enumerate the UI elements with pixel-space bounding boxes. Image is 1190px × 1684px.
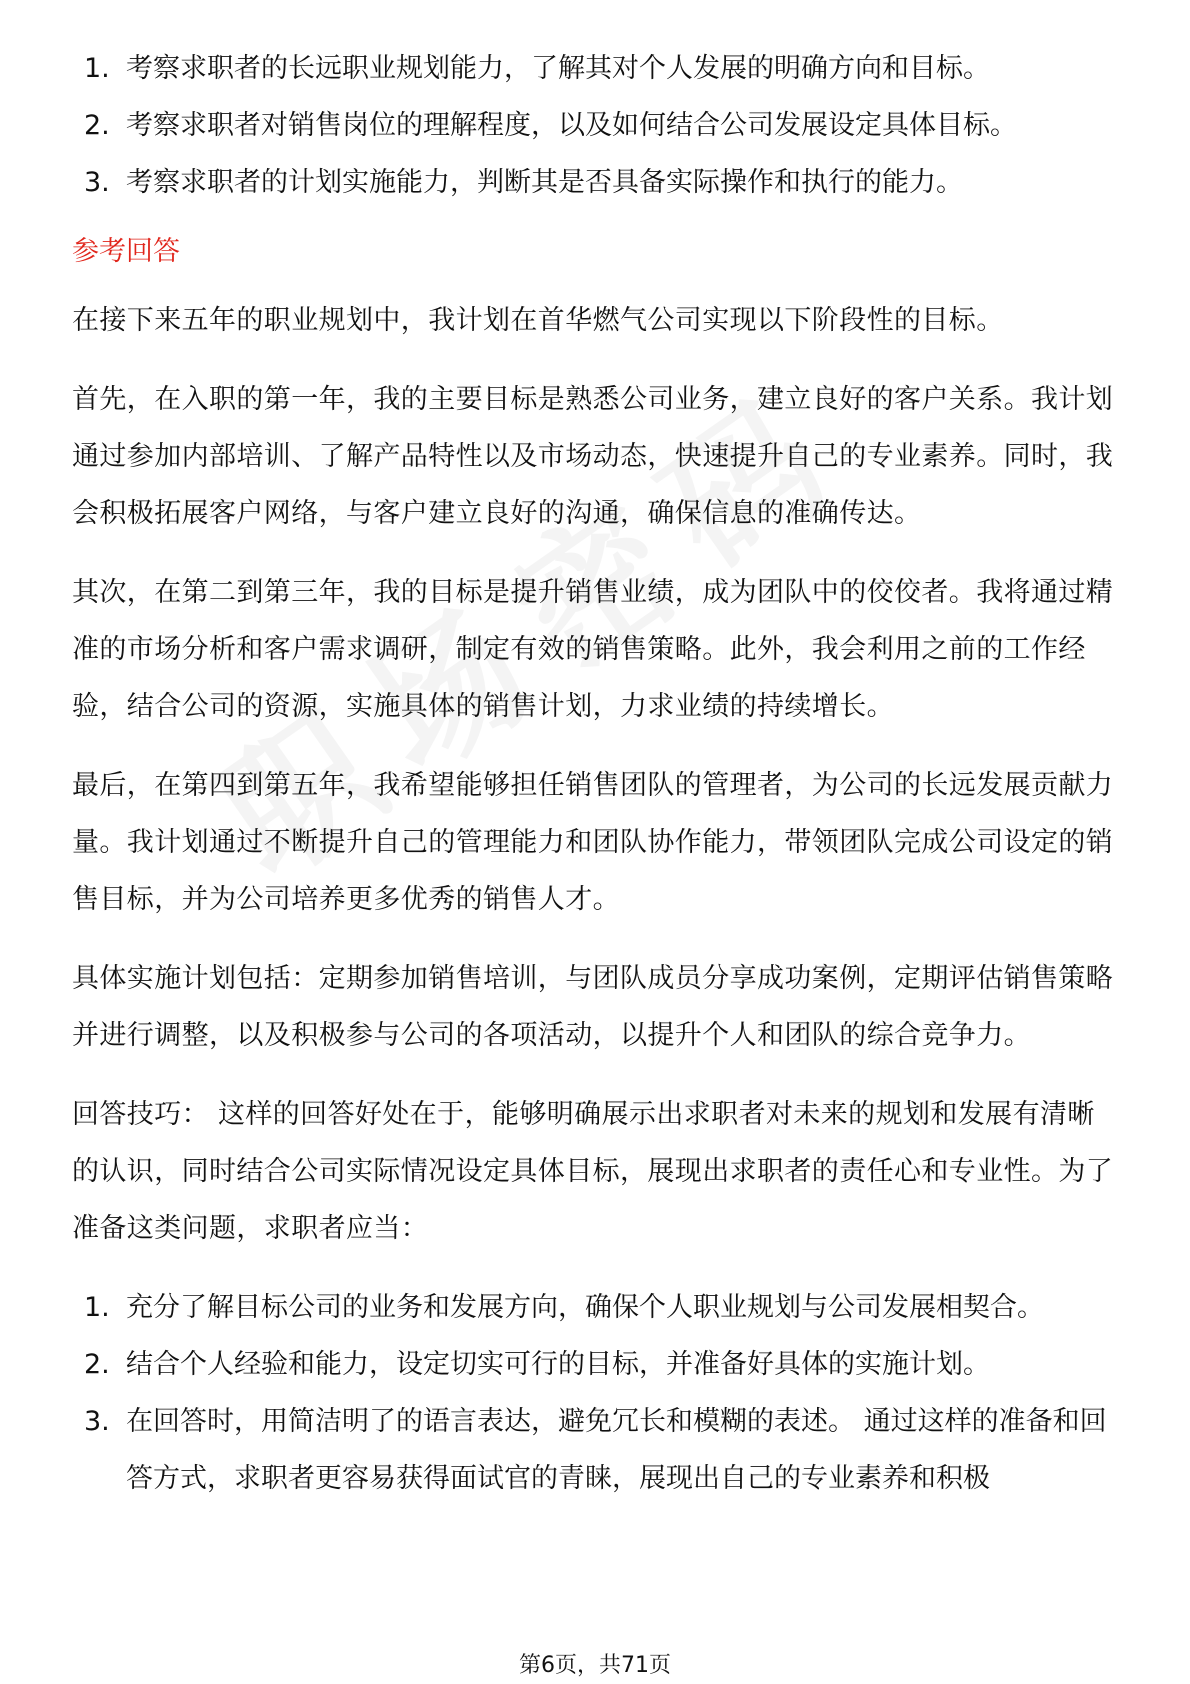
list-item-text: 充分了解目标公司的业务和发展方向，确保个人职业规划与公司发展相契合。 bbox=[126, 1292, 1044, 1323]
page-content bbox=[72, 40, 1122, 1507]
list-item bbox=[72, 1393, 1122, 1507]
list-item bbox=[72, 154, 1122, 211]
list-number: 1. bbox=[84, 53, 110, 84]
answer-tips-paragraph: 回答技巧： 这样的回答好处在于，能够明确展示出求职者对未来的规划和发展有清晰的认识，同时结合公司实际情况设定具体目标，展现出求职者的责任心和专业性。为了准备这类问题，求职者应当： bbox=[72, 1099, 1114, 1244]
paragraph: 具体实施计划包括：定期参加销售培训，与团队成员分享成功案例，定期评估销售策略并进行调整，以及积极参与公司的各项活动，以提升个人和团队的综合竞争力。 bbox=[72, 963, 1114, 1051]
paragraph: 在接下来五年的职业规划中，我计划在首华燃气公司实现以下阶段性的目标。 bbox=[72, 305, 1004, 336]
paragraph: 首先，在入职的第一年，我的主要目标是熟悉公司业务，建立良好的客户关系。我计划通过参加内部培训、了解产品特性以及市场动态，快速提升自己的专业素养。同时，我会积极拓展客户网络，与客户建立良好的沟通，确保信息的准确传达。 bbox=[72, 384, 1114, 529]
page-footer: 第6页，共71页 bbox=[519, 1653, 671, 1678]
list-item bbox=[72, 1336, 1122, 1393]
intro-list bbox=[72, 40, 1122, 211]
section-title: 参考回答 bbox=[72, 236, 180, 267]
list-item-text: 结合个人经验和能力，设定切实可行的目标，并准备好具体的实施计划。 bbox=[126, 1349, 990, 1380]
list-item-text: 考察求职者对销售岗位的理解程度，以及如何结合公司发展设定具体目标。 bbox=[126, 110, 1017, 141]
list-item bbox=[72, 1279, 1122, 1336]
list-number: 2. bbox=[84, 110, 110, 141]
list-item bbox=[72, 40, 1122, 97]
list-item-text: 考察求职者的长远职业规划能力，了解其对个人发展的明确方向和目标。 bbox=[126, 53, 990, 84]
list-item-text: 在回答时，用简洁明了的语言表达，避免冗长和模糊的表述。 通过这样的准备和回答方式，求职者更容易获得面试官的青睐，展现出自己的专业素养和积极 bbox=[126, 1406, 1107, 1494]
tips-list bbox=[72, 1279, 1122, 1507]
list-number: 3. bbox=[84, 1406, 110, 1437]
list-item bbox=[72, 97, 1122, 154]
list-number: 1. bbox=[84, 1292, 110, 1323]
list-number: 3. bbox=[84, 167, 110, 198]
paragraph: 最后，在第四到第五年，我希望能够担任销售团队的管理者，为公司的长远发展贡献力量。我计划通过不断提升自己的管理能力和团队协作能力，带领团队完成公司设定的销售目标，并为公司培养更多优秀的销售人才。 bbox=[72, 770, 1114, 915]
paragraph: 其次，在第二到第三年，我的目标是提升销售业绩，成为团队中的佼佼者。我将通过精准的市场分析和客户需求调研，制定有效的销售策略。此外，我会利用之前的工作经验，结合公司的资源，实施具体的销售计划，力求业绩的持续增长。 bbox=[72, 577, 1114, 722]
list-number: 2. bbox=[84, 1349, 110, 1380]
list-item-text: 考察求职者的计划实施能力，判断其是否具备实际操作和执行的能力。 bbox=[126, 167, 963, 198]
